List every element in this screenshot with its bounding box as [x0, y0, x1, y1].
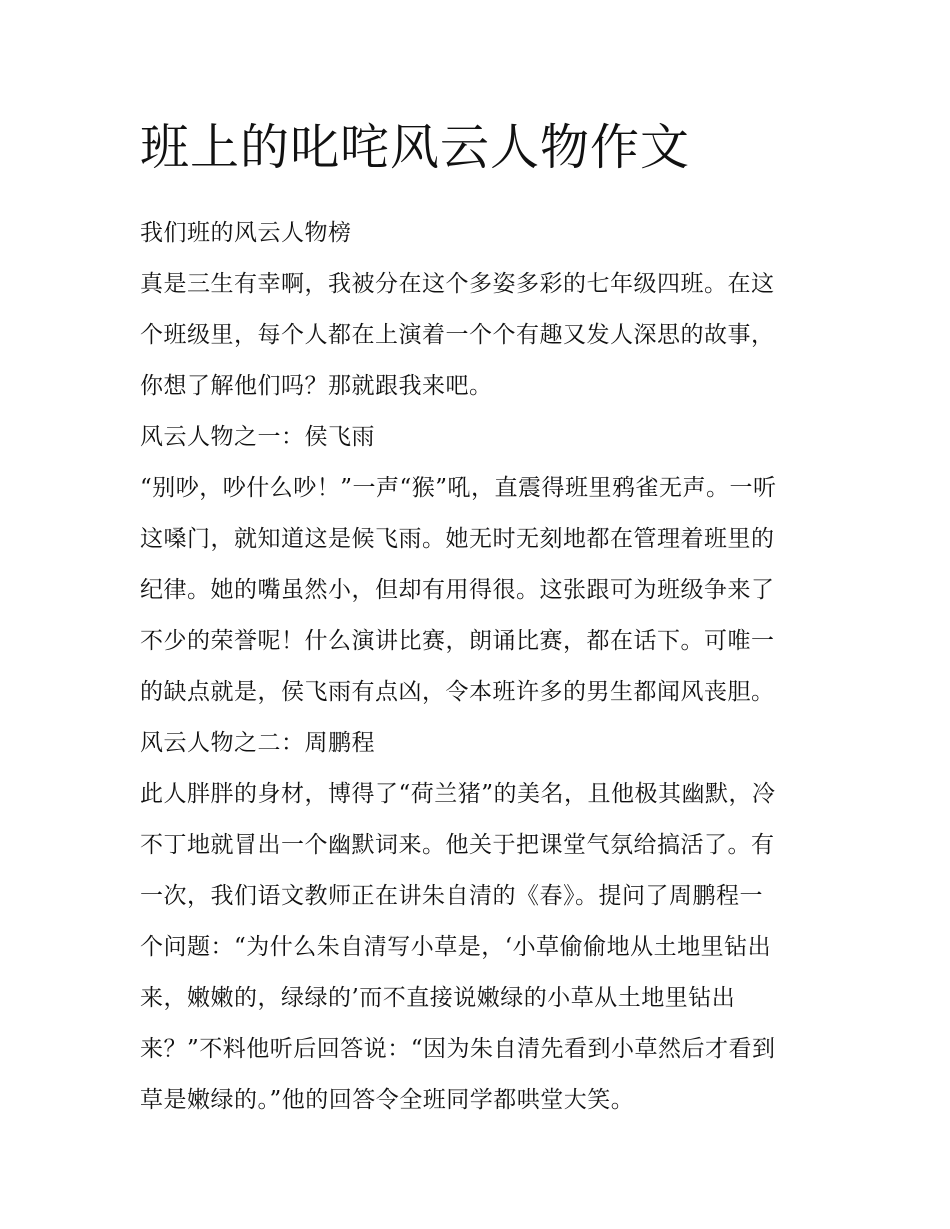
- text-line: 真是三生有幸啊，我被分在这个多姿多彩的七年级四班。在这: [140, 271, 775, 297]
- text-line: 不少的荣誉呢！什么演讲比赛，朗诵比赛，都在话下。可唯一: [140, 628, 775, 654]
- text-line: 来？”不料他听后回答说：“因为朱自清先看到小草然后才看到: [140, 1036, 776, 1062]
- document-body: [140, 208, 814, 1126]
- document-title: 班上的叱咤风云人物作文: [140, 119, 691, 176]
- text-line: 纪律。她的嘴虽然小，但却有用得很。这张跟可为班级争来了: [140, 577, 775, 603]
- text-line: 草是嫩绿的。”他的回答令全班同学都哄堂大笑。: [140, 1087, 635, 1113]
- text-line: 个问题：“为什么朱自清写小草是，‘小草偷偷地从土地里钻出: [140, 934, 772, 960]
- text-line-subtitle: 我们班的风云人物榜: [140, 220, 352, 246]
- text-line: “别吵，吵什么吵！”一声“猴”吼，直震得班里鸦雀无声。一听: [140, 475, 777, 501]
- text-line: 你想了解他们吗？那就跟我来吧。: [140, 373, 493, 399]
- text-line: 这嗓门，就知道这是候飞雨。她无时无刻地都在管理着班里的: [140, 526, 775, 552]
- section-heading-1: 风云人物之一：侯飞雨: [140, 424, 375, 450]
- section-heading-2: 风云人物之二：周鹏程: [140, 730, 375, 756]
- text-line: 的缺点就是，侯飞雨有点凶，令本班许多的男生都闻风丧胆。: [140, 679, 775, 705]
- text-line: 不丁地就冒出一个幽默词来。他关于把课堂气氛给搞活了。有: [140, 832, 775, 858]
- text-line: 个班级里，每个人都在上演着一个个有趣又发人深思的故事，: [140, 322, 775, 348]
- text-line: 此人胖胖的身材，博得了“荷兰猪”的美名，且他极其幽默，冷: [140, 781, 776, 807]
- text-line: 一次，我们语文教师正在讲朱自清的《春》。提问了周鹏程一: [140, 883, 763, 909]
- text-line: 来，嫩嫩的，绿绿的’而不直接说嫩绿的小草从土地里钻出: [140, 985, 736, 1011]
- body-text: [140, 208, 814, 1126]
